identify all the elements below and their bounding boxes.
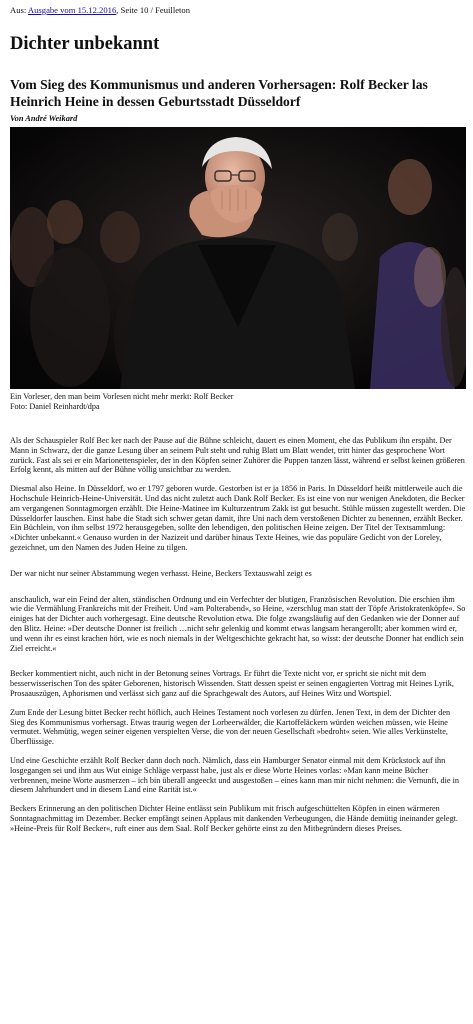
paragraph: Und eine Geschichte erzählt Rolf Becker dann doch noch. Nämlich, dass ein Hamburger Senator einmal mit dem Krückstock auf ihn losgegangen sei und ihm aus Wut einige Schläge verpasst habe, just als er diese Worte Heines vorlas: »Man kann meine Bücher verbrennen, meine Worte ausmerzen – ich bin überall angeeckt und ausgestoßen – eines kann man mir nicht nehmen: die Vernunft, die in diesem Jahrhundert und in diesem Land eine Rarität ist.«: [10, 755, 459, 795]
article-subtitle: Vom Sieg des Kommunismus und anderen Vorhersagen: Rolf Becker las Heinrich Heine in dessen Geburtsstadt Düsseldorf: [10, 77, 428, 109]
paragraph: anschaulich, war ein Feind der alten, ständischen Ordnung und ein Verfechter der blutigen, Französischen Revolution. Die erschien ihm wie die Vermählung Frankreichs mit der Freiheit. Und »am Polterabend«, so Heine, »zerschlug man statt der Töpfe Aristokratenköpfe«. So einiges hat der Dichter auch vorhergesagt. Eine deutsche Revolution etwa. Die folge zwangsläufig auf den Gedanken wie der Donner auf den Blitz. Heine: »Der deutsche Donner ist freilich …nicht sehr gelenkig und kommt etwas langsam herangerollt; aber kommen wird er, und wenn ihr es einst krachen hört, wie es noch niemals in der Weltgeschichte gekracht hat, so wisst: der deutsche Donner hat endlich sein Ziel erreicht.«: [10, 594, 466, 653]
issue-line: [10, 5, 190, 15]
paragraph: Becker kommentiert nicht, auch nicht in der Betonung seines Vortrags. Er führt die Texte nicht vor, er spricht sie nicht mit dem besserwisserischen Ton des später Geborenen, historisch Wissenden. Statt dessen speist er seinen engagierten Vortrag mit Heines Lyrik, Prosaauszügen, Aphorismen und verlässt sich ganz auf die Sprachgewalt des Autors, auf Heines Witz und Wortspiel.: [10, 669, 454, 698]
paragraph: Diesmal also Heine. In Düsseldorf, wo er 1797 geboren wurde. Gestorben ist er ja 1856 in Paris. In Düsseldorf heißt mittlerweile auch die Hochschule Heinrich-Heine-Universität. Und das nicht zuletzt auch Dank Rolf Becker. Es ist eine von nur wenigen Anekdoten, die Becker am vergangenen Sonntagmorgen erzählt. Die Heine-Matinee im Kulturzentrum Zakk ist gut besucht. Stühle müssen zugestellt werden. Die Düsseldorfer lauschen. Einst habe die Stadt sich schwer getan damit, ihre Uni nach dem verstoßenen Dichter zu benennen, erzählt Becker. Ein Büchlein, von ihm selbst 1972 herausgegeben, sollte den lebendigen, den politischen Heine zeigen. Der Titel der Textsammlung: »Dichter unbekannt.« Genauso wurden in der Nazizeit und darüber hinaus Texte Heines, wie das populäre Gedicht von der Loreley, gezeichnet, um den Namen des Juden Heine zu tilgen.: [10, 484, 466, 552]
photo-illustration: [10, 127, 466, 389]
photo-credit: Foto: Daniel Reinhardt/dpa: [10, 401, 100, 411]
article-body: [10, 436, 466, 843]
article-title: Dichter unbekannt: [10, 34, 160, 54]
paragraph: Beckers Erinnerung an den politischen Dichter Heine entlässt sein Publikum mit frisch aufgeschüttelten Köpfen in einen wärmeren Sonntagnachmittag im Dezember. Becker empfängt seinen Applaus mit dankenden Verbeugungen, die Hände demütig ineinander gelegt. »Heine-Preis für Rolf Becker«, ruft einer aus dem Saal. Rolf Becker gehörte einst zu den Mitbegründern dieses Preises.: [10, 804, 458, 833]
article-photo: [10, 127, 466, 389]
photo-caption-block: [10, 392, 234, 412]
article-byline: Von André Weikard: [10, 114, 78, 123]
paragraph: Der war nicht nur seiner Abstammung wegen verhasst. Heine, Beckers Textauswahl zeigt es: [10, 568, 312, 578]
paragraph: Zum Ende der Lesung bittet Becker recht höflich, auch Heines Testament noch vorlesen zu dürfen. Jenen Text, in dem der Dichter den Sieg des Kommunismus vorhersagt. Etwas traurig wegen der Lorbeerwälder, die Kartoffeläckern würden weichen müssen, wie Heine vermutet. Wehmütig, wegen seiner eigenen verspielten Verse, die von der neuen Gesellschaft »bedroht« seien. Wie alles Verkünstelte, Überflüssige.: [10, 707, 451, 747]
paragraph: Als der Schauspieler Rolf Bec ker nach der Pause auf die Bühne schleicht, dauert es einen Moment, ehe das Publikum ihn erspäht. Der Mann in Schwarz, der die ganze Lesung über an seinem Pult steht und ruhig Blatt um Blatt wendet, tritt hinter das gesprochene Wort zurück. Fast als sei er ein Marionettenspieler, der in den Köpfen seiner Zuhörer die Puppen tanzen lässt, während er selbst keinen größeren Erfolg kennt, als mitten auf der Bühne völlig unsichtbar zu werden.: [10, 436, 465, 475]
photo-caption: Ein Vorleser, den man beim Vorlesen nicht mehr merkt: Rolf Becker: [10, 392, 234, 401]
issue-link[interactable]: Ausgabe vom 15.12.2016: [27, 5, 117, 15]
issue-suffix: , Seite 10 / Feuilleton: [116, 5, 191, 15]
issue-prefix: Aus:: [10, 5, 28, 15]
